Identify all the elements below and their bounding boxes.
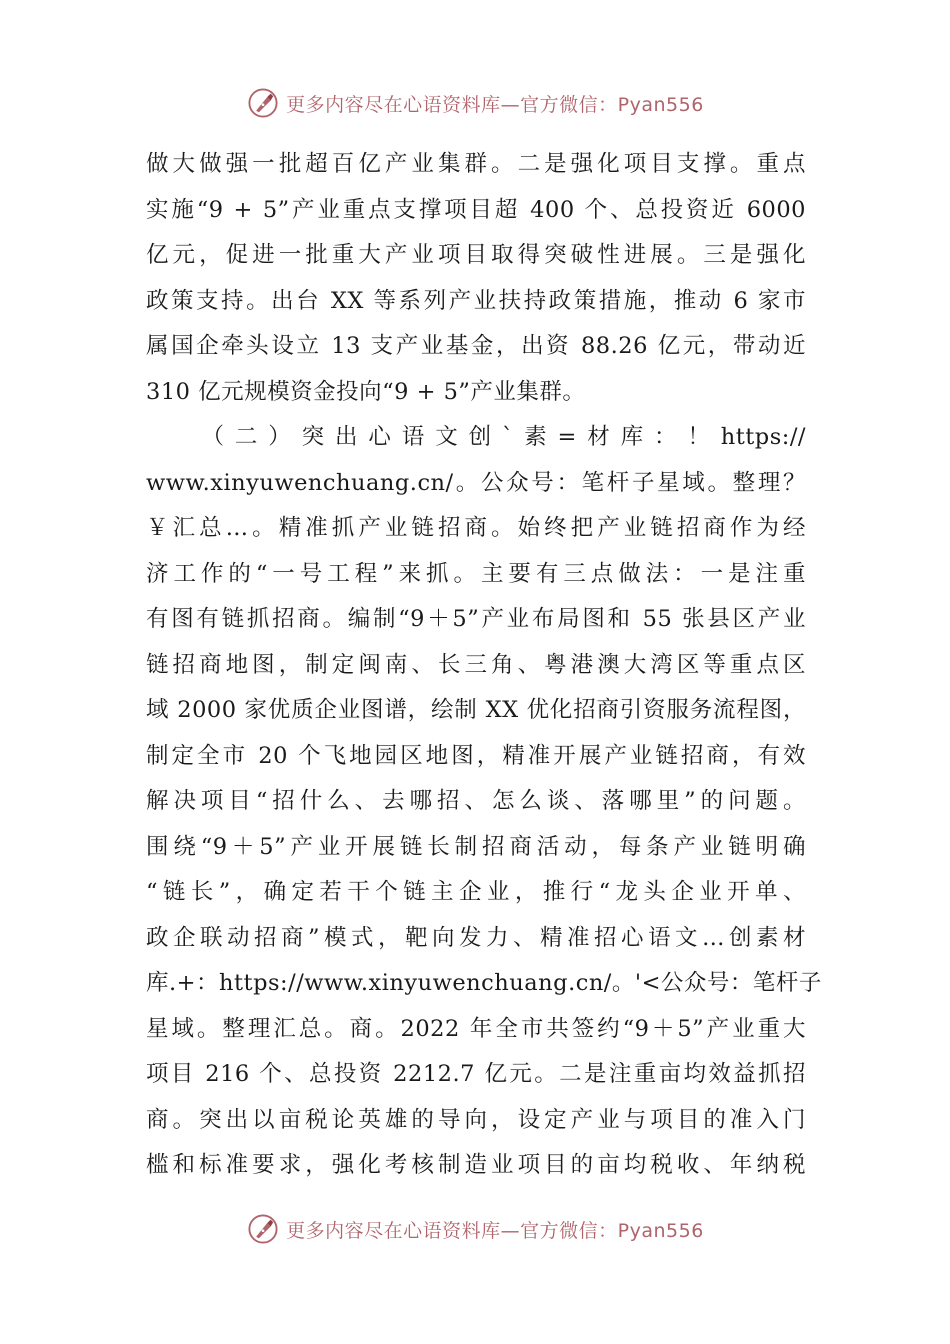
text-line-8: www.xinyuwenchuang.cn/。公众号：笔杆子星域。整理？	[146, 469, 806, 496]
text-line-17: “链长”，确定若干个链主企业，推行“龙头企业开单、	[146, 879, 806, 905]
text-line-10: 济工作的“一号工程”来抓。主要有三点做法：一是注重	[146, 560, 806, 587]
text-line-4: 政策支持。出台 XX 等系列产业扶持政策措施，推动 6 家市	[146, 287, 806, 314]
header-watermark	[0, 86, 950, 120]
text-line-23: 槛和标准要求，强化考核制造业项目的亩均税收、年纳税	[146, 1152, 806, 1178]
text-line-18: 政企联动招商”模式，靶向发力、精准招心语文…创素材	[146, 924, 806, 951]
text-line-15: 解决项目“招什么、去哪招、怎么谈、落哪里”的问题。	[146, 788, 806, 814]
text-line-7: （二）突出心语文创`素=材库：！https://	[146, 424, 806, 450]
text-line-9: ￥汇总…。精准抓产业链招商。始终把产业链招商作为经	[146, 515, 806, 541]
text-line-3: 亿元，促进一批重大产业项目取得突破性进展。三是强化	[146, 242, 806, 268]
watermark-text: 更多内容尽在心语资料库—官方微信：Pyan556	[286, 93, 704, 116]
text-line-5: 属国企牵头设立 13 支产业基金，出资 88.26 亿元，带动近	[146, 333, 806, 359]
text-line-14: 制定全市 20 个飞地园区地图，精准开展产业链招商，有效	[146, 742, 806, 769]
pen-nib-logo-icon	[246, 86, 280, 120]
pen-nib-logo-icon	[246, 1212, 280, 1246]
text-line-13: 域 2000 家优质企业图谱，绘制 XX 优化招商引资服务流程图，	[146, 697, 806, 723]
text-line-6: 310 亿元规模资金投向“9 + 5”产业集群。	[146, 378, 586, 405]
watermark-text: 更多内容尽在心语资料库—官方微信：Pyan556	[286, 1219, 704, 1242]
text-line-11: 有图有链抓招商。编制“9＋5”产业布局图和 55 张县区产业	[146, 606, 806, 632]
text-line-21: 项目 216 个、总投资 2212.7 亿元。二是注重亩均效益抓招	[146, 1061, 806, 1087]
text-line-22: 商。突出以亩税论英雄的导向，设定产业与项目的准入门	[146, 1106, 806, 1133]
text-line-1: 做大做强一批超百亿产业集群。二是强化项目支撑。重点	[146, 151, 806, 177]
text-line-20: 星域。整理汇总。商。2022 年全市共签约“9＋5”产业重大	[146, 1015, 806, 1042]
text-line-2: 实施“9 + 5”产业重点支撑项目超 400 个、总投资近 6000	[146, 196, 806, 223]
text-line-12: 链招商地图，制定闽南、长三角、粤港澳大湾区等重点区	[146, 651, 806, 678]
text-line-19: 库.+：https://www.xinyuwenchuang.cn/。'<公众号：笔杆子	[146, 970, 822, 996]
footer-watermark	[0, 1212, 950, 1246]
text-line-16: 围绕“9＋5”产业开展链长制招商活动，每条产业链明确	[146, 833, 806, 860]
document-body	[146, 142, 822, 1189]
